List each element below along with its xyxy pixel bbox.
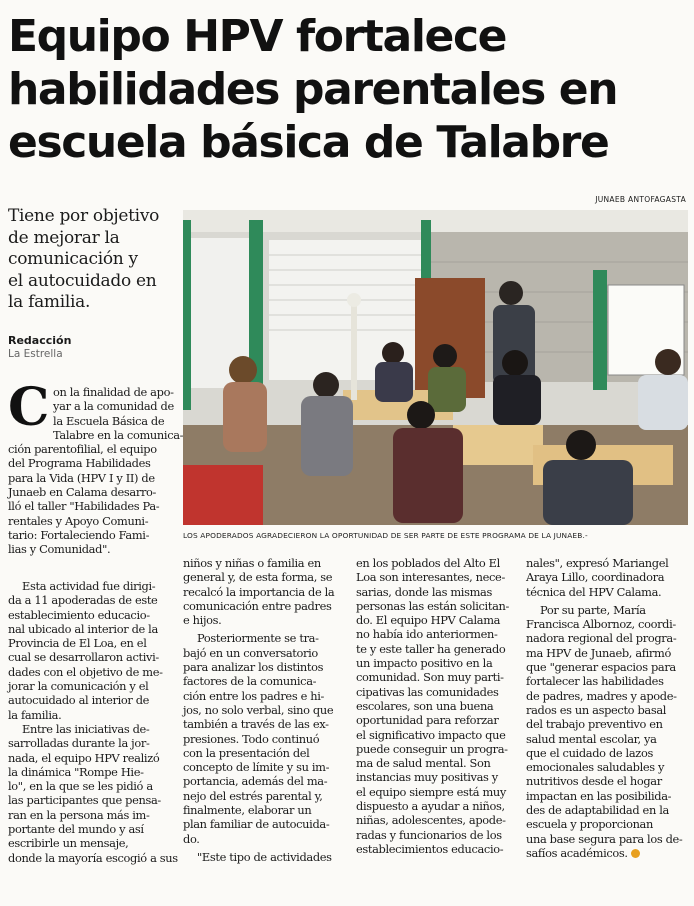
text-line: rados es un aspecto basal <box>526 702 667 717</box>
subheadline-line: comunicación y <box>8 249 138 269</box>
subheadline-line: de mejorar la <box>8 227 120 248</box>
final-text-line <box>526 846 690 860</box>
text-line: general y, de esta forma, se <box>183 570 333 585</box>
text-line: nutritivos desde el hogar <box>526 774 662 789</box>
text-line: factores de la comunica- <box>183 674 317 689</box>
text-line: emocionales saludables y <box>526 760 665 775</box>
text-line: que el cuidado de lazos <box>526 745 653 760</box>
text-line: escolares, son una buena <box>356 698 494 713</box>
text-line: bajó en un conversatorio <box>183 645 318 660</box>
text-line: la familia. <box>8 707 62 722</box>
text-line: lló el taller "Habilidades Pa- <box>8 499 160 514</box>
text-line: personas las están solicitan- <box>356 598 510 613</box>
text-line: lias y Comunidad". <box>8 542 111 557</box>
article-column-4 <box>526 556 690 860</box>
text-line: escribirle un mensaje, <box>8 836 129 851</box>
classroom-photo-illustration <box>183 210 688 525</box>
text-line: para analizar los distintos <box>183 660 324 675</box>
text-line: impactan en las posibilida- <box>526 788 672 803</box>
text-line: nejo del estrés parental y, <box>183 788 323 803</box>
byline-author: Redacción <box>8 334 72 347</box>
text-line: nada, el equipo HPV realizó <box>8 750 160 765</box>
text-line: Por su parte, María <box>540 602 646 617</box>
text-line: ción parentofilial, el equipo <box>8 442 157 457</box>
text-line: nadora regional del progra- <box>526 631 677 646</box>
text-line: del Programa Habilidades <box>8 456 151 471</box>
text-line: donde la mayoría escogió a sus <box>8 850 178 865</box>
text-line: tario: Fortaleciendo Fami- <box>8 527 150 542</box>
text-line: Junaeb en Calama desarro- <box>8 485 157 500</box>
text-line: des de adaptabilidad en la <box>526 803 669 818</box>
text-line: comunidad. Son muy parti- <box>356 670 504 685</box>
text-line: una base segura para los de- <box>526 831 683 846</box>
text-line: Entre las iniciativas de- <box>22 721 150 736</box>
text-line: te y este taller ha generado <box>356 641 506 656</box>
text-line: ción entre los padres e hi- <box>183 688 325 703</box>
byline <box>8 334 178 360</box>
text-line: del trabajo preventivo en <box>526 717 663 732</box>
text-line: Francisca Albornoz, coordi- <box>526 617 676 632</box>
text-line: el significativo impacto que <box>356 727 506 742</box>
subheadline-line: Tiene por objetivo <box>8 206 160 226</box>
text-line: comunicación entre padres <box>183 598 332 613</box>
text-line: nales", expresó Mariangel <box>526 556 669 570</box>
text-line: on la finalidad de apo- <box>53 385 174 399</box>
text-line: recalcó la importancia de la <box>183 584 335 599</box>
text-line: sarias, donde las mismas <box>356 584 492 599</box>
article-column-1-body <box>8 579 180 865</box>
end-of-article-icon <box>631 849 640 858</box>
subheadline-line: la familia. <box>8 292 91 312</box>
text-line: ma de salud mental. Son <box>356 756 491 771</box>
text-line: no había ido anteriormen- <box>356 627 498 642</box>
text-line: yar a la comunidad de <box>53 399 174 414</box>
text-line: técnica del HPV Calama. <box>526 584 662 599</box>
text-line: jos, no solo verbal, sino que <box>183 702 334 717</box>
text-line: rentales y Apoyo Comuni- <box>8 513 149 528</box>
photo-caption: LOS APODERADOS AGRADECIERON LA OPORTUNIDAD DE SER PARTE DE ESTE PROGRAMA DE LA JUNAEB.- <box>183 531 588 540</box>
text-line: que "generar espacios para <box>526 660 676 675</box>
text-line: lo", en la que se les pidió a <box>8 779 153 794</box>
text-line: do. <box>183 831 200 846</box>
drop-cap: C <box>8 377 50 438</box>
article-column-2 <box>183 556 351 864</box>
text-line: portancia, además del ma- <box>183 774 328 789</box>
text-line: establecimiento educacio- <box>8 607 150 622</box>
text-line: Talabre en la comunica- <box>53 427 184 442</box>
headline-line-3: escuela básica de Talabre <box>8 117 609 168</box>
byline-outlet: La Estrella <box>8 348 63 360</box>
text-line: dades con el objetivo de me- <box>8 664 163 679</box>
text-line: portante del mundo y así <box>8 822 144 837</box>
text-line: radas y funcionarios de los <box>356 827 502 842</box>
text-line: presiones. Todo continuó <box>183 731 320 746</box>
text-line: plan familiar de autocuida- <box>183 817 330 832</box>
text-line: do. El equipo HPV Calama <box>356 613 501 628</box>
text-line: safíos académicos. <box>526 845 628 860</box>
text-line: e hijos. <box>183 613 222 628</box>
headline <box>8 10 688 169</box>
text-line: da a 11 apoderadas de este <box>8 593 158 608</box>
subheadline <box>8 206 178 314</box>
text-line: también a través de las ex- <box>183 717 329 732</box>
text-line: ran en la persona más im- <box>8 807 150 822</box>
text-line: autocuidado al interior de <box>8 693 150 708</box>
text-line: concepto de límite y su im- <box>183 760 330 775</box>
article-column-1 <box>8 377 184 557</box>
text-line: cipativas las comunidades <box>356 684 499 699</box>
text-line: Provincia de El Loa, en el <box>8 636 147 651</box>
text-line: oportunidad para reforzar <box>356 713 499 728</box>
text-line: sarrolladas durante la jor- <box>8 736 150 751</box>
text-line: puede conseguir un progra- <box>356 741 508 756</box>
text-line: cual se desarrollaron activi- <box>8 650 159 665</box>
article-photo <box>183 210 688 525</box>
text-line: jorar la comunicación y el <box>8 679 149 694</box>
text-line: nal ubicado al interior de la <box>8 621 158 636</box>
intro-paragraph <box>8 377 184 557</box>
text-line: Loa son interesantes, nece- <box>356 570 505 585</box>
subheadline-line: el autocuidado en <box>8 270 157 291</box>
text-line: Posteriormente se tra- <box>197 631 319 646</box>
text-line: finalmente, elaborar un <box>183 803 312 818</box>
text-line: con la presentación del <box>183 745 310 760</box>
text-line: de padres, madres y apode- <box>526 688 677 703</box>
article-column-3 <box>356 556 522 856</box>
photo-credit: JUNAEB ANTOFAGASTA <box>595 195 686 204</box>
text-line: fortalecer las habilidades <box>526 674 664 689</box>
text-line: "Este tipo de actividades <box>197 849 332 864</box>
text-line: en los poblados del Alto El <box>356 556 500 570</box>
text-line: el equipo siempre está muy <box>356 784 506 799</box>
text-line: establecimientos educacio- <box>356 841 504 856</box>
text-line: escuela y proporcionan <box>526 817 653 832</box>
text-line: la Escuela Básica de <box>53 413 165 428</box>
text-line: instancias muy positivas y <box>356 770 498 785</box>
text-line: salud mental escolar, ya <box>526 731 657 746</box>
text-line: la dinámica "Rompe Hie- <box>8 764 144 779</box>
text-line: Araya Lillo, coordinadora <box>526 570 665 585</box>
text-line: dispuesto a ayudar a niños, <box>356 799 505 814</box>
headline-line-2: habilidades parentales en <box>8 64 618 115</box>
text-line: ma HPV de Junaeb, afirmó <box>526 645 671 660</box>
text-line: un impacto positivo en la <box>356 656 493 671</box>
text-line: niños y niñas o familia en <box>183 556 321 570</box>
text-line: para la Vida (HPV I y II) de <box>8 470 155 485</box>
text-line: niñas, adolescentes, apode- <box>356 813 506 828</box>
text-line: las participantes que pensa- <box>8 793 161 808</box>
headline-line-1: Equipo HPV fortalece <box>8 11 507 62</box>
text-line: Esta actividad fue dirigi- <box>22 579 156 593</box>
